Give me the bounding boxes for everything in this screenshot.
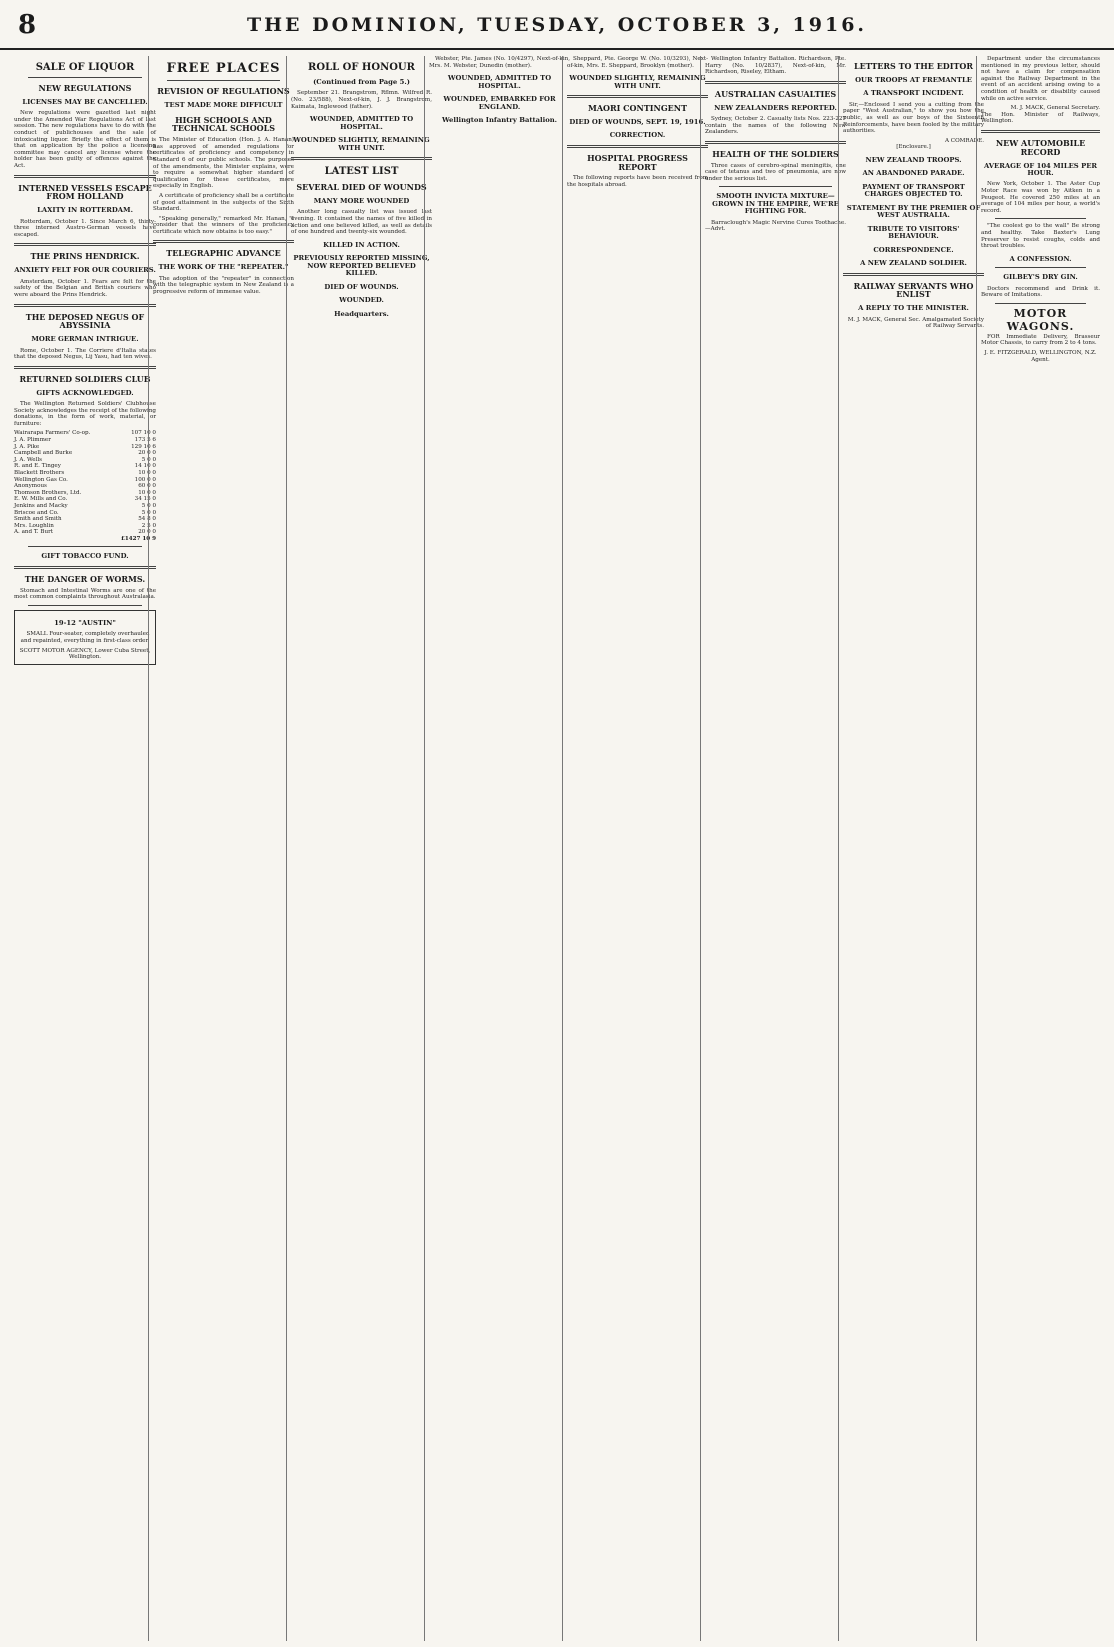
subhead: MANY MORE WOUNDED bbox=[313, 196, 410, 205]
headline-australian-casualties: AUSTRALIAN CASUALTIES bbox=[714, 88, 837, 99]
donor-name: Blackett Brothers bbox=[14, 469, 65, 476]
advertisement: A CONFESSION. bbox=[1009, 254, 1072, 263]
donation-amount: 100 0 0 bbox=[134, 476, 156, 483]
subhead: AN ABANDONED PARADE. bbox=[862, 169, 965, 178]
subhead: CORRECTION. bbox=[609, 131, 666, 140]
headline-free-places: FREE PLACES bbox=[166, 61, 281, 76]
subhead: NEW ZEALANDERS REPORTED. bbox=[714, 103, 837, 112]
headline-automobile-record: NEW AUTOMOBILE RECORD bbox=[995, 137, 1086, 157]
donation-amount: 14 10 0 bbox=[134, 463, 156, 470]
gift-row bbox=[14, 463, 156, 470]
column-3 bbox=[286, 56, 436, 1641]
subhead: STATEMENT BY THE PREMIER OF WEST AUSTRALIA. bbox=[846, 203, 981, 220]
article-text: Amsterdam, October 1. Fears are felt for the safety of the Belgian and British couriers who were aboard the Prins Hendrick. bbox=[14, 278, 156, 298]
article-text: Stomach and Intestinal Worms are one of the most common complaints throughout Australasia. bbox=[14, 587, 156, 601]
donor-name: J. A. Plimmer bbox=[14, 436, 51, 443]
gift-row bbox=[14, 516, 156, 523]
subhead: WOUNDED, ADMITTED TO HOSPITAL. bbox=[309, 115, 414, 131]
donation-amount: 2 5 0 bbox=[141, 522, 156, 529]
column-8 bbox=[976, 56, 1104, 1641]
ad-title: 19-12 "AUSTIN" bbox=[54, 618, 116, 627]
subhead: WOUNDED SLIGHTLY, REMAINING WITH UNIT. bbox=[569, 74, 706, 90]
letter-text: Sir,—Enclosed I send you a cutting from the paper "West Australian," to show you how the public, as well as our boys of the Sixteenth Reinforcements, have been fooled by the military authorities. bbox=[843, 101, 984, 135]
article-text: Rome, October 1. The Corriere d'Italia states that the deposed Negus, Lij Yasu, had ten wives. bbox=[14, 347, 156, 361]
gift-row bbox=[14, 483, 156, 490]
subhead: TEST MADE MORE DIFFICULT bbox=[164, 101, 283, 110]
gift-row bbox=[14, 529, 156, 536]
article-text: Rotterdam, October 1. Since March 6, thirty-three interned Austro-German vessels have escaped. bbox=[14, 218, 156, 238]
article-text: "Speaking generally," remarked Mr. Hanan, "I consider that the winners of the proficiency certificate which now obtains is too easy." bbox=[153, 215, 294, 235]
subhead: SEVERAL DIED OF WOUNDS bbox=[296, 182, 427, 193]
subhead: MORE GERMAN INTRIGUE. bbox=[31, 335, 139, 344]
donation-amount: 54 8 0 bbox=[138, 516, 156, 523]
headline-latest-list: LATEST LIST bbox=[324, 166, 399, 178]
columns bbox=[10, 56, 1104, 1641]
gift-row bbox=[14, 430, 156, 437]
subhead: KILLED IN ACTION. bbox=[323, 240, 400, 249]
gift-row bbox=[14, 450, 156, 457]
subhead: OUR TROOPS AT FREMANTLE bbox=[855, 75, 972, 84]
headline-health-of-soldiers: HEALTH OF THE SOLDIERS bbox=[712, 148, 839, 159]
gift-row bbox=[14, 470, 156, 477]
donation-amount: 5 0 0 bbox=[141, 509, 156, 516]
subhead: WOUNDED. bbox=[339, 296, 384, 305]
article-text: Webster, Pte. James (No. 10/4297), Next-of-kin, Mrs. M. Webster, Dunedin (mother). bbox=[429, 56, 570, 69]
donor-name: Campbell and Burke bbox=[14, 450, 73, 457]
article-text: The following reports have been received from the hospitals abroad. bbox=[567, 175, 708, 189]
article-text: New York, October 1. The Aster Cup Motor Race was won by Aitken in a Peugeot. He covered 250 miles at an average of 104 miles per hour, a world's record. bbox=[981, 181, 1100, 214]
subhead: PREVIOUSLY REPORTED MISSING, NOW REPORTED BELIEVED KILLED. bbox=[293, 254, 430, 278]
article-text: September 21. Brangstrom, Rflmn. Wilfred R. (No. 23/588), Next-of-kin, J. J. Brangstrom, Kaimata, Inglewood (father). bbox=[291, 90, 432, 110]
column-6 bbox=[700, 56, 850, 1641]
donor-name: Smith and Smith bbox=[14, 516, 62, 523]
headline-maori-contingent: MAORI CONTINGENT bbox=[587, 103, 688, 114]
headline-railway-servants: RAILWAY SERVANTS WHO ENLIST bbox=[853, 280, 974, 300]
headline: INTERNED VESSELS ESCAPE FROM HOLLAND bbox=[18, 182, 152, 202]
donation-amount: 34 15 0 bbox=[134, 496, 156, 503]
gift-row bbox=[14, 523, 156, 530]
enclosure-label: [Enclosure.] bbox=[896, 144, 931, 151]
gift-row bbox=[14, 444, 156, 451]
ad-contact: J. E. FITZGERALD, WELLINGTON, N.Z. Agent. bbox=[984, 350, 1097, 363]
article-text: The Wellington Returned Soldiers' Clubhouse Society acknowledges the receipt of the following donations, in the form of work, material, or furniture: bbox=[14, 401, 156, 427]
masthead bbox=[0, 0, 1114, 50]
donation-amount: 5 0 0 bbox=[141, 502, 156, 509]
subhead: GIFTS ACKNOWLEDGED. bbox=[36, 388, 134, 397]
headline: THE PRINS HENDRICK. bbox=[30, 251, 140, 262]
advertisement-motor-wagons: MOTOR WAGONS. bbox=[1006, 306, 1075, 333]
column-2 bbox=[148, 56, 298, 1641]
headline-sale-of-liquor: SALE OF LIQUOR bbox=[35, 62, 135, 73]
advertisement bbox=[14, 610, 156, 665]
article-text: Wellington Infantry Battalion. Richardson, Pte. Harry (No. 10/2837), Next-of-kin, Mr. Richardson, Riseley, Eltham. bbox=[705, 56, 846, 76]
letter-addressee: The Hon. Minister of Railways, Wellington. bbox=[981, 111, 1100, 125]
article-text: The Minister of Education (Hon. J. A. Hanan) has approved of amended regulations for certificates of proficiency and competency in Standard 6 of our public schools. The purposes of the amendments, the Minister explains, were to require a somewhat higher standard of qualification for these certificates, more especially in English. bbox=[153, 137, 294, 190]
headline: RETURNED SOLDIERS CLUB bbox=[19, 373, 151, 384]
gift-row bbox=[14, 437, 156, 444]
subhead: A NEW ZEALAND SOLDIER. bbox=[860, 259, 967, 268]
donation-amount: 10 0 0 bbox=[138, 469, 156, 476]
article-text: New regulations were gazetted last night under the Amended War Regulations Act of last session. The new regulations have to do with the conduct of publichouses and the sale of intoxicating liquor. Briefly the effect of them is that on application by the police a licensing committee may cancel any license where the holder has been guilty of offences against the Act. bbox=[14, 110, 156, 170]
subhead: NEW REGULATIONS bbox=[38, 83, 132, 93]
gift-total: £1427 10 9 bbox=[120, 535, 156, 542]
column-1 bbox=[10, 56, 160, 1641]
advertisement: "The coolest go to the wall" Be strong and healthy. Take Baxter's Lung Preserver to resist coughs, colds and throat troubles. bbox=[981, 223, 1100, 250]
newspaper-title: THE DOMINION, TUESDAY, OCTOBER 3, 1916. bbox=[246, 14, 868, 36]
donation-amount: 20 0 0 bbox=[138, 529, 156, 536]
gift-row bbox=[14, 496, 156, 503]
headline-letters-to-editor: LETTERS TO THE EDITOR bbox=[853, 61, 974, 71]
article-text: Sheppard, Pte. George W. (No. 10/3293), Next-of-kin, Mrs. E. Sheppard, Brooklyn (mother). bbox=[567, 56, 708, 69]
headline: THE DEPOSED NEGUS OF ABYSSINIA bbox=[25, 311, 145, 331]
subhead: DIED OF WOUNDS. bbox=[324, 282, 399, 291]
donor-name: Anonymous bbox=[14, 483, 47, 490]
headline-roll-of-honour: ROLL OF HONOUR bbox=[308, 62, 415, 73]
article-text: Sydney, October 2. Casualty lists Nos. 223-227 contain the names of the following New Zealanders. bbox=[705, 116, 846, 136]
subhead: HIGH SCHOOLS AND TECHNICAL SCHOOLS bbox=[171, 114, 276, 134]
donor-name: Thomson Brothers, Ltd. bbox=[14, 489, 82, 496]
gift-list bbox=[14, 430, 156, 536]
subhead: LAXITY IN ROTTERDAM. bbox=[37, 206, 133, 215]
subhead: Wellington Infantry Battalion. bbox=[441, 116, 558, 125]
donation-amount: 20 0 0 bbox=[138, 450, 156, 457]
letter-signature: M. J. MACK, General Sec. Amalgamated Society of Railway Servants. bbox=[847, 316, 984, 330]
headline-hospital-progress: HOSPITAL PROGRESS REPORT bbox=[587, 152, 688, 172]
subhead: NEW ZEALAND TROOPS. bbox=[865, 155, 962, 164]
gift-row bbox=[14, 477, 156, 484]
column-7 bbox=[838, 56, 988, 1641]
subhead: WOUNDED, EMBARKED FOR ENGLAND. bbox=[443, 95, 556, 111]
subhead: A TRANSPORT INCIDENT. bbox=[863, 89, 964, 98]
donor-name: J. A. Pike bbox=[14, 443, 40, 450]
letter-signature: A COMRADE. bbox=[944, 137, 984, 144]
donor-name: J. A. Wells bbox=[14, 456, 43, 463]
subhead: Headquarters. bbox=[334, 309, 389, 318]
donor-name: Briscoe and Co. bbox=[14, 509, 59, 516]
gift-row bbox=[14, 490, 156, 497]
donor-name: Wairarapa Farmers' Co-op. bbox=[14, 430, 91, 437]
donor-name: E. W. Mills and Co. bbox=[14, 496, 68, 503]
article-text: A certificate of proficiency shall be a certificate of good attainment in the subjects of the Sixth Standard. bbox=[153, 192, 294, 213]
donor-name: R. and E. Tingey bbox=[14, 463, 61, 470]
subhead: THE WORK OF THE "REPEATER." bbox=[158, 263, 289, 272]
advertisement: SMOOTH INVICTA MIXTURE—GROWN IN THE EMPIRE, WE'RE FIGHTING FOR. bbox=[712, 192, 839, 216]
advertisement: GILBEY'S DRY GIN. bbox=[1003, 273, 1078, 282]
donor-name: A. and T. Burt bbox=[14, 529, 53, 536]
advertisement: Doctors recommend and Drink it. Beware of Imitations. bbox=[981, 285, 1100, 299]
gift-row bbox=[14, 510, 156, 517]
article-text: The adoption of the "repeater" in connection with the telegraphic system in New Zealand is a progressive reform of immense value. bbox=[153, 275, 294, 295]
subhead: AVERAGE OF 104 MILES PER HOUR. bbox=[983, 161, 1098, 177]
donation-amount: 107 10 0 bbox=[131, 430, 156, 437]
ad-contact: SCOTT MOTOR AGENCY, Lower Cuba Street, Wellington. bbox=[19, 647, 151, 661]
headline: GIFT TOBACCO FUND. bbox=[41, 552, 129, 561]
column-4 bbox=[424, 56, 574, 1641]
article-text: Another long casualty list was issued last evening. It contained the names of five killed in action and one believed killed, as well as details of one hundred and twenty-six wounded. bbox=[291, 209, 432, 236]
ad-text: SMALL Four-seater, completely overhauled and repainted, everything in first-class order. bbox=[20, 631, 150, 644]
subhead: WOUNDED, ADMITTED TO HOSPITAL. bbox=[447, 74, 552, 90]
subhead: DIED OF WOUNDS, SEPT. 19, 1916. bbox=[569, 117, 706, 126]
subhead: PAYMENT OF TRANSPORT CHARGES OBJECTED TO. bbox=[862, 182, 965, 199]
headline: TELEGRAPHIC ADVANCE bbox=[166, 248, 281, 259]
gift-row bbox=[14, 503, 156, 510]
subhead: ANXIETY FELT FOR OUR COURIERS. bbox=[14, 266, 156, 275]
gift-row bbox=[14, 457, 156, 464]
donation-amount: 129 10 6 bbox=[131, 443, 156, 450]
subhead: LICENSES MAY BE CANCELLED. bbox=[22, 97, 148, 106]
subhead: CORRESPONDENCE. bbox=[873, 245, 954, 254]
donation-amount: 5 0 0 bbox=[141, 456, 156, 463]
letter-signature: M. J. MACK, General Secretary. bbox=[1010, 105, 1100, 112]
page-number: 8 bbox=[18, 10, 37, 40]
subhead: WOUNDED SLIGHTLY, REMAINING WITH UNIT. bbox=[293, 136, 430, 152]
advertisement: Barraclough's Magic Nervine Cures Toothache.—Advt. bbox=[705, 219, 846, 233]
donor-name: Wellington Gas Co. bbox=[14, 476, 68, 483]
subhead: REVISION OF REGULATIONS bbox=[157, 86, 290, 97]
subhead: (Continued from Page 5.) bbox=[313, 78, 410, 86]
donation-amount: 10 0 0 bbox=[138, 489, 156, 496]
donor-name: Mrs. Loughlin bbox=[14, 522, 54, 529]
column-5 bbox=[562, 56, 712, 1641]
donation-amount: 173 5 6 bbox=[134, 436, 156, 443]
subhead: A REPLY TO THE MINISTER. bbox=[858, 304, 969, 313]
subhead: TRIBUTE TO VISITORS' BEHAVIOUR. bbox=[867, 224, 960, 241]
letter-text: Department under the circumstances mentioned in my previous letter, should not have a claim for compensation against the Railway Department in the event of an accident arising owing to a condition of health or disability caused while on active service. bbox=[981, 56, 1100, 102]
headline: THE DANGER OF WORMS. bbox=[24, 573, 146, 584]
article-text: Three cases of cerebro-spinal meningitis, one case of tetanus and two of pneumonia, are now under the serious list. bbox=[705, 162, 846, 182]
donor-name: Jenkins and Macky bbox=[14, 502, 68, 509]
ad-text: FOR Immediate Delivery, Brasseur Motor Chassis, to carry from 2 to 4 tons. bbox=[981, 333, 1100, 347]
donation-amount: 60 0 0 bbox=[138, 483, 156, 490]
